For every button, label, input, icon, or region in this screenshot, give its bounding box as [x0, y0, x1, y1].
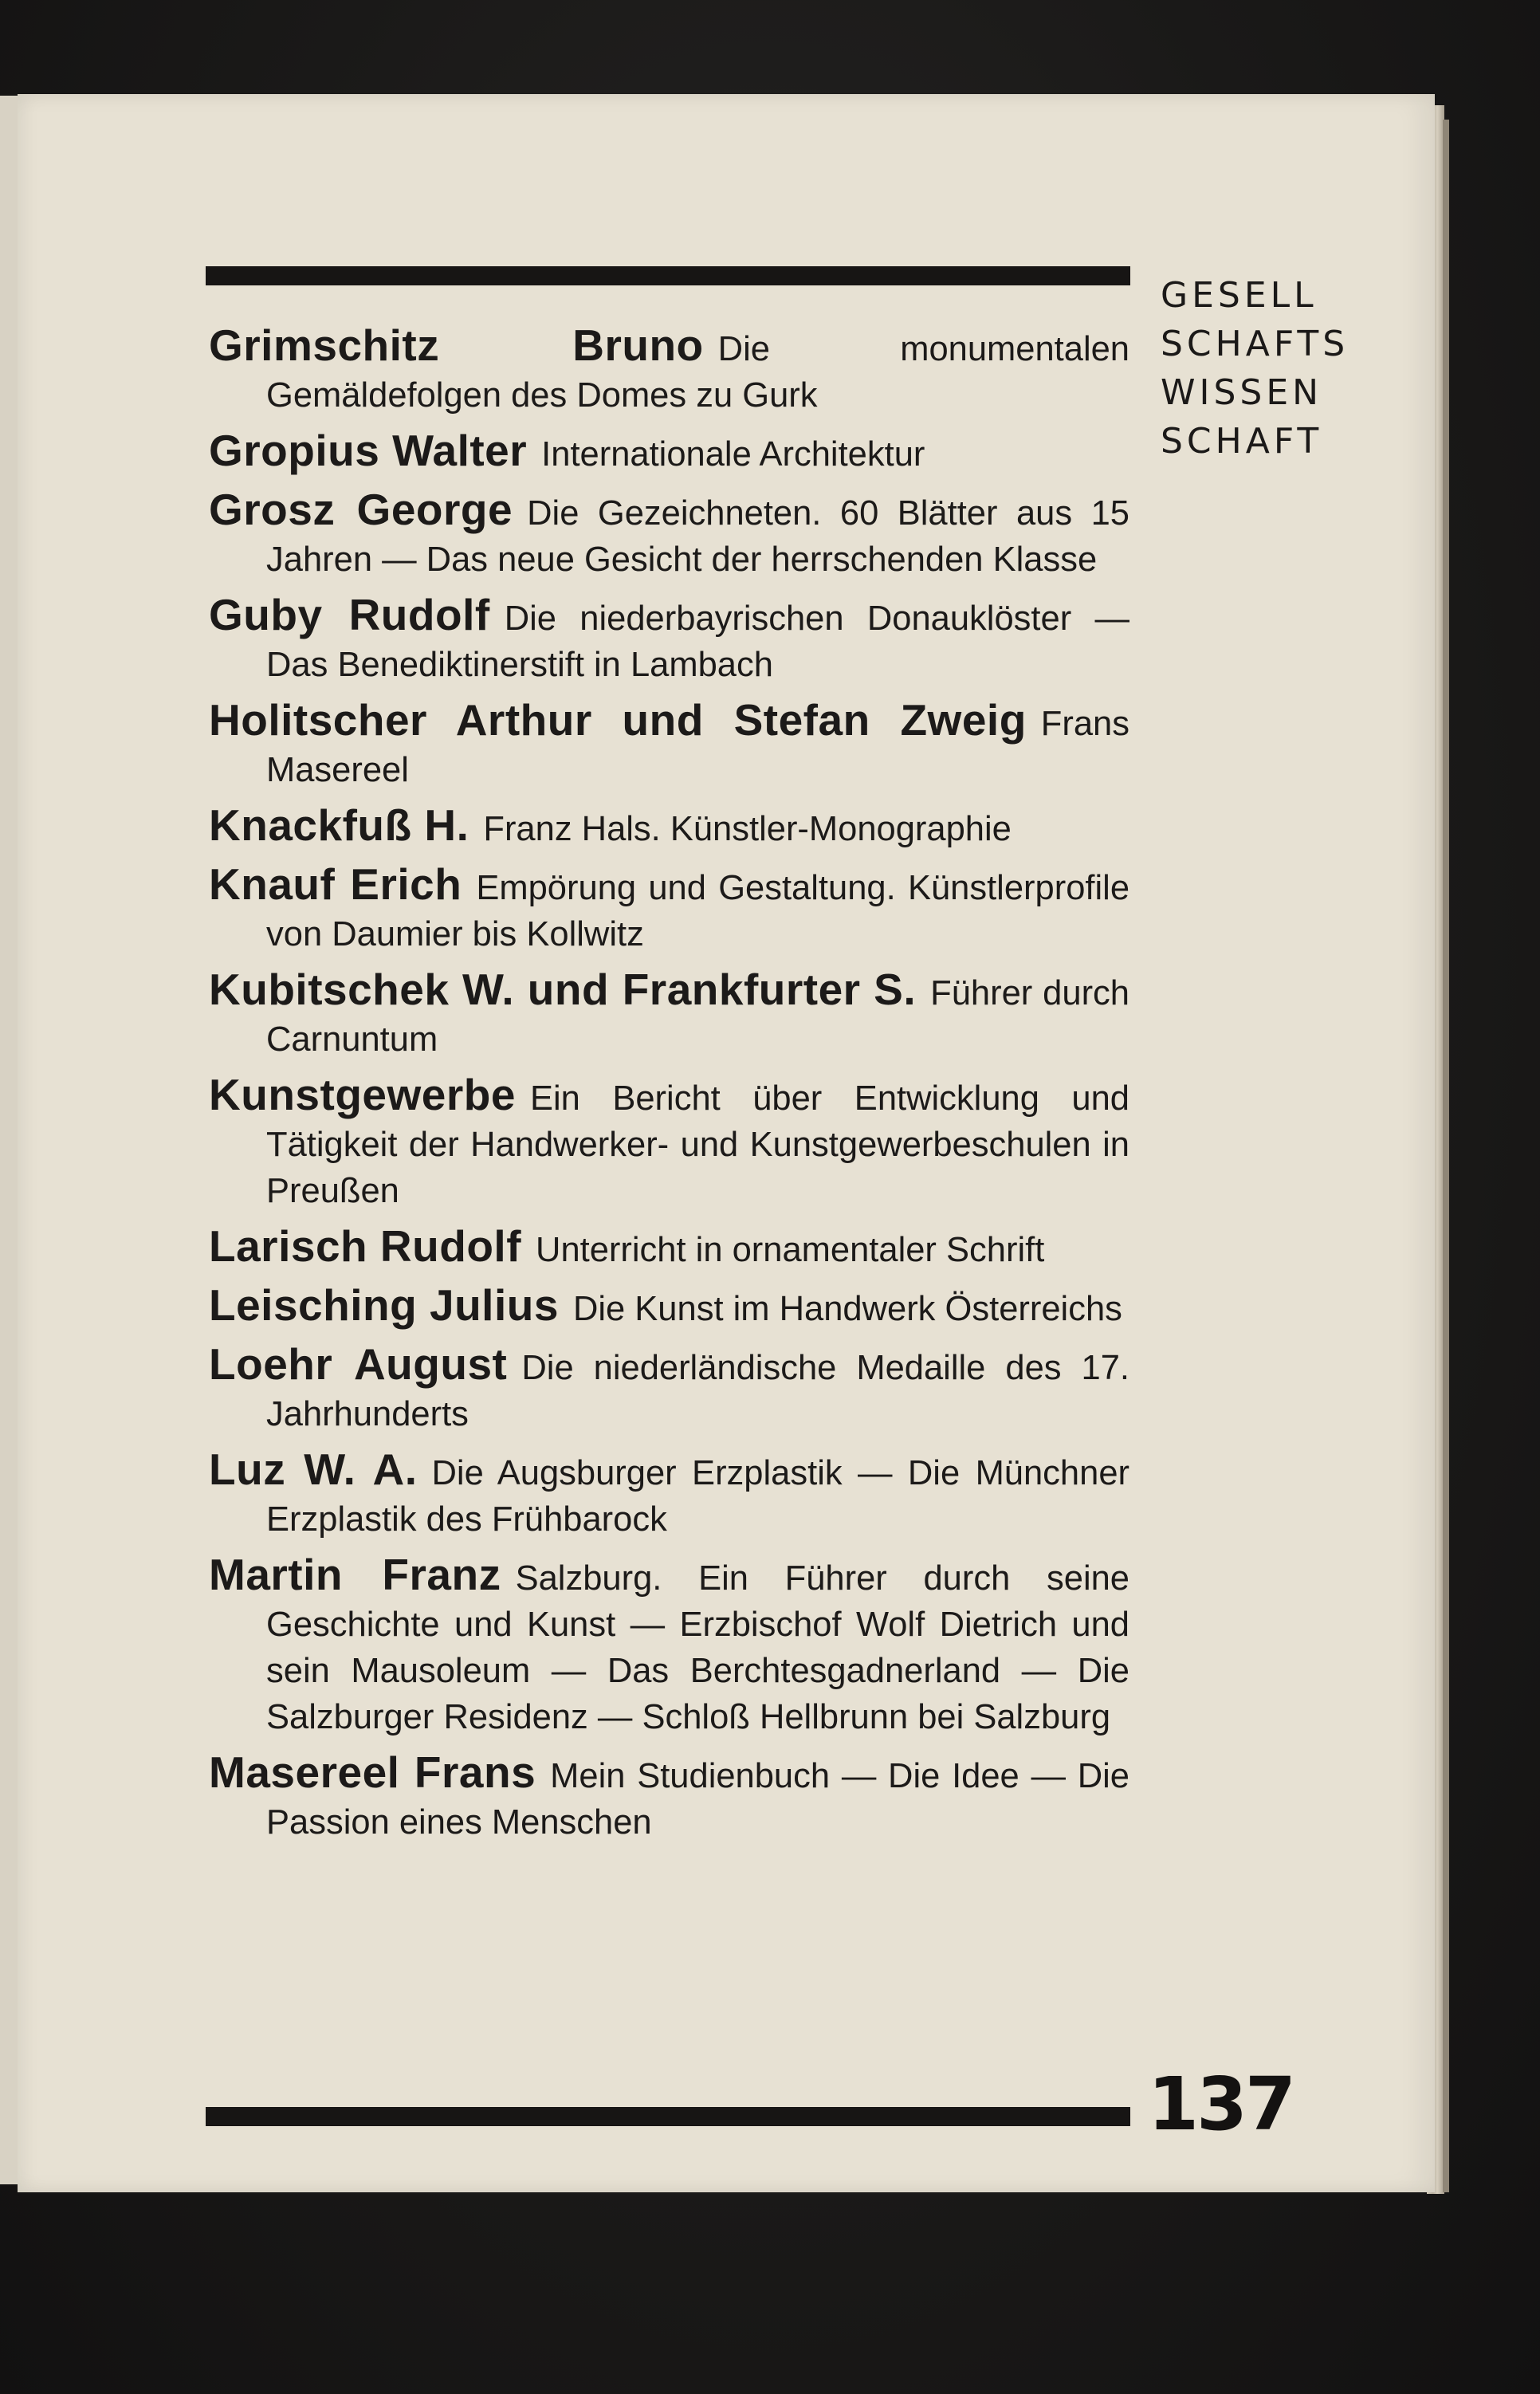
- section-label-line: WISSEN: [1161, 372, 1323, 413]
- entry-author: Kubitschek W. und Frankfurter S.: [209, 965, 917, 1014]
- bottom-rule: [206, 2107, 1130, 2126]
- bibliography-entry: [209, 1551, 1129, 1740]
- entry-author: Martin Franz: [209, 1550, 501, 1599]
- entry-author: Kunstgewerbe: [209, 1070, 516, 1119]
- bibliography-entry: [209, 1071, 1129, 1214]
- entry-title: Die monumentalen Gemäldefolgen des Domes zu Gurk: [266, 330, 1129, 415]
- bibliography-entry: [209, 427, 1129, 478]
- section-label-line: SCHAFTS: [1161, 324, 1349, 364]
- page-stack-shadow: [1443, 120, 1449, 2192]
- entry-title: Führer durch Carnuntum: [266, 974, 1129, 1059]
- entry-title: Die Kunst im Handwerk Österreichs: [572, 1290, 1122, 1328]
- entry-title: Die Augsburger Erzplastik — Die Münchner Erzplastik des Frühbarock: [266, 1454, 1129, 1539]
- bibliography-entry: [209, 697, 1129, 793]
- entry-author: Knackfuß H.: [209, 800, 469, 850]
- entry-author: Grosz George: [209, 485, 513, 534]
- bibliography-list: [209, 322, 1129, 1854]
- bibliography-entry: [209, 966, 1129, 1063]
- page-number: 137: [1148, 2062, 1294, 2147]
- entry-title: Unterricht in ornamentaler Schrift: [536, 1231, 1045, 1269]
- section-label-line: SCHAFT: [1161, 421, 1323, 462]
- entry-title: Ein Bericht über Entwicklung und Tätigkeit der Handwerker- und Kunstgewerbeschulen in Preußen: [266, 1079, 1129, 1210]
- bibliography-entry: [209, 802, 1129, 852]
- entry-title: Frans Masereel: [266, 705, 1129, 789]
- bibliography-entry: [209, 592, 1129, 688]
- bibliography-entry: [209, 1749, 1129, 1846]
- entry-author: Knauf Erich: [209, 859, 462, 909]
- section-label: [1161, 271, 1349, 466]
- section-label-line: GESELL: [1161, 275, 1318, 316]
- entry-author: Holitscher Arthur und Stefan Zweig: [209, 695, 1027, 745]
- entry-title: Franz Hals. Künstler-Monographie: [483, 810, 1012, 848]
- entry-author: Luz W. A.: [209, 1445, 418, 1494]
- bibliography-entry: [209, 1341, 1129, 1437]
- entry-author: Larisch Rudolf: [209, 1221, 522, 1271]
- bibliography-entry: [209, 1446, 1129, 1543]
- entry-title: Salzburg. Ein Führer durch seine Geschichte und Kunst — Erzbischof Wolf Dietrich und sein Mausoleum — Das Berchtesgadnerland — Die Salzburger Residenz — Schloß Hellbrunn bei Salzburg: [266, 1559, 1129, 1736]
- bibliography-entry: [209, 322, 1129, 419]
- entry-title: Die niederländische Medaille des 17. Jahrhunderts: [266, 1349, 1129, 1433]
- entry-author: Gropius Walter: [209, 426, 528, 475]
- entry-title: Die niederbayrischen Donauklöster — Das Benediktinerstift in Lambach: [266, 599, 1129, 684]
- entry-author: Guby Rudolf: [209, 590, 490, 639]
- bibliography-entry: [209, 1282, 1129, 1332]
- top-rule: [206, 266, 1130, 285]
- bibliography-entry: [209, 1223, 1129, 1273]
- bibliography-entry: [209, 486, 1129, 583]
- entry-author: Masereel Frans: [209, 1747, 536, 1797]
- entry-title: Mein Studienbuch — Die Idee — Die Passion eines Menschen: [266, 1757, 1130, 1842]
- entry-author: Grimschitz Bruno: [209, 320, 704, 370]
- entry-author: Leisching Julius: [209, 1280, 559, 1330]
- entry-author: Loehr August: [209, 1339, 508, 1389]
- bibliography-entry: [209, 861, 1129, 957]
- entry-title: Empörung und Gestaltung. Künstlerprofile von Daumier bis Kollwitz: [266, 869, 1130, 953]
- entry-title: Die Gezeichneten. 60 Blätter aus 15 Jahren — Das neue Gesicht der herrschenden Klasse: [266, 494, 1129, 579]
- entry-title: Internationale Architektur: [541, 435, 925, 474]
